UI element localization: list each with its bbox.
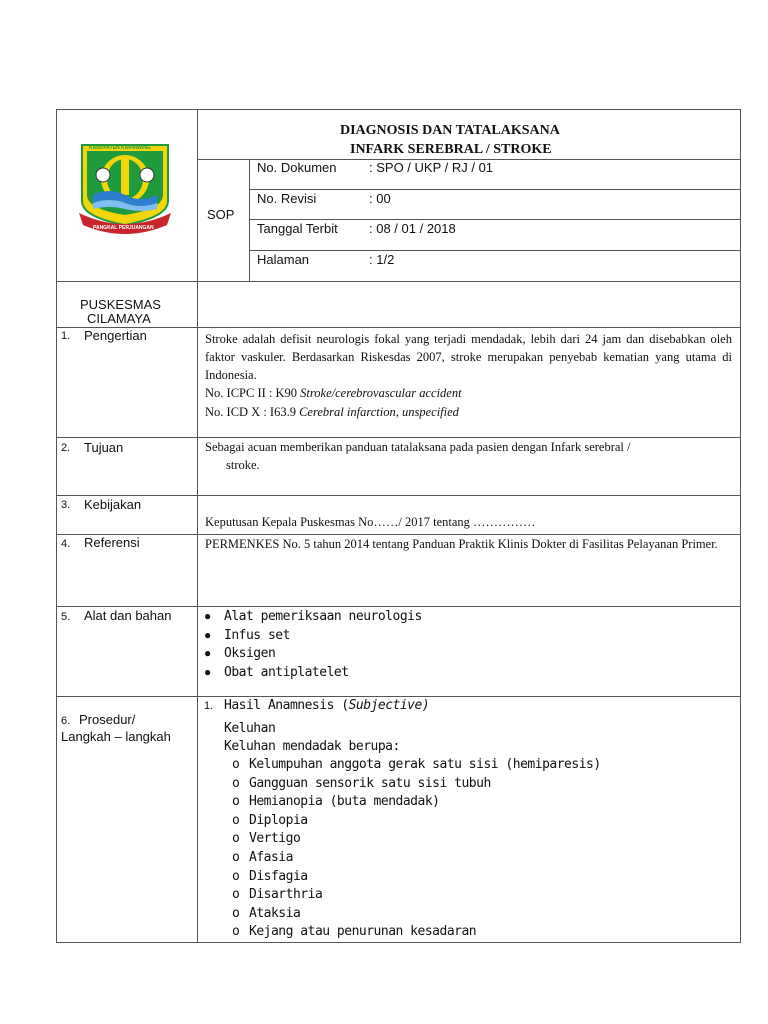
alat-bullet-icon: ●	[204, 646, 212, 660]
symptom-item: Hemianopia (buta mendadak)	[249, 794, 440, 810]
field-value-halaman: : 1/2	[369, 252, 395, 267]
step-title	[224, 698, 429, 713]
symptom-bullet-icon: o	[232, 794, 240, 810]
puskesmas-line1: PUSKESMAS	[80, 297, 161, 312]
logo-emblem-icon	[79, 143, 171, 237]
kebijakan-text: Keputusan Kepala Puskesmas No……/ 2017 tentang ……………	[205, 515, 536, 529]
symptom-item: Diplopia	[249, 812, 308, 828]
sop-divider	[249, 159, 250, 281]
section-label-pengertian: Pengertian	[84, 328, 147, 343]
kabupaten-logo	[79, 143, 171, 237]
referensi-text: PERMENKES No. 5 tahun 2014 tentang Panduan Praktik Klinis Dokter di Fasilitas Pelayanan Primer.	[205, 537, 718, 551]
section-number-1: 1.	[61, 330, 71, 342]
sop-label: SOP	[207, 207, 235, 222]
step-number-1: 1.	[204, 700, 214, 712]
section-label-prosedur-line1: Prosedur/	[79, 712, 136, 727]
section-number-5: 5.	[61, 611, 71, 623]
symptom-item: Afasia	[249, 850, 293, 865]
field-label-no-revisi: No. Revisi	[257, 191, 317, 206]
keluhan-heading: Keluhan	[224, 721, 276, 736]
field-divider-1	[249, 189, 741, 190]
table-border-right	[740, 109, 741, 943]
section-number-2: 2.	[61, 442, 71, 454]
column-divider	[197, 109, 198, 943]
row-divider-4	[56, 606, 741, 607]
section-number-6: 6.	[61, 715, 71, 727]
doc-title-line2: INFARK SEREBRAL / STROKE	[350, 142, 552, 157]
symptom-bullet-icon: o	[232, 887, 240, 903]
icd-prefix: No. ICD X : I63.9	[205, 405, 300, 419]
symptom-bullet-icon: o	[232, 868, 240, 884]
logo-banner-text: PANGKAL PERJUANGAN	[93, 225, 154, 231]
field-divider-3	[249, 250, 741, 251]
alat-bullet-icon: ●	[204, 665, 212, 679]
row-divider-header	[56, 281, 741, 282]
symptom-item: Disfagia	[249, 868, 308, 884]
table-border-bottom	[56, 942, 741, 943]
pengertian-paragraph	[205, 330, 732, 384]
doc-title-line1: DIAGNOSIS DAN TATALAKSANA	[340, 123, 560, 138]
section-label-kebijakan: Kebijakan	[84, 497, 142, 512]
symptom-bullet-icon: o	[232, 831, 240, 847]
table-border-top	[56, 109, 741, 110]
field-label-tanggal-terbit: Tanggal Terbit	[257, 221, 338, 236]
alat-item-2: Infus set	[224, 628, 290, 643]
alat-item-1: Alat pemeriksaan neurologis	[224, 609, 422, 624]
symptom-item: Gangguan sensorik satu sisi tubuh	[249, 775, 491, 791]
alat-bullet-icon: ●	[204, 628, 212, 642]
section-number-4: 4.	[61, 538, 71, 550]
alat-item-3: Oksigen	[224, 646, 276, 661]
symptom-item: Kejang atau penurunan kesadaran	[249, 924, 477, 940]
section-number-3: 3.	[61, 499, 71, 511]
row-divider-5	[56, 696, 741, 697]
symptom-item: Disarthria	[249, 887, 323, 903]
section-label-referensi: Referensi	[84, 535, 140, 550]
puskesmas-line2: CILAMAYA	[87, 311, 151, 326]
symptom-item: Kelumpuhan anggota gerak satu sisi (hemiparesis)	[249, 757, 601, 772]
field-value-no-dokumen: : SPO / UKP / RJ / 01	[369, 160, 494, 175]
step-title-italic: Subjective)	[348, 698, 430, 713]
section-label-prosedur-line2: Langkah – langkah	[61, 729, 171, 744]
field-label-no-dokumen: No. Dokumen	[257, 160, 337, 175]
symptom-bullet-icon: o	[232, 757, 240, 772]
tujuan-line2: stroke.	[226, 458, 260, 472]
symptom-bullet-icon: o	[232, 775, 240, 791]
icpc-code	[205, 386, 462, 401]
row-divider-puskesmas	[56, 327, 741, 328]
symptom-item: Ataksia	[249, 905, 301, 921]
field-divider-2	[249, 219, 741, 220]
alat-bullet-icon: ●	[204, 609, 212, 623]
section-label-tujuan: Tujuan	[84, 440, 124, 455]
symptom-bullet-icon: o	[232, 812, 240, 828]
tujuan-line1: Sebagai acuan memberikan panduan tatalaksana pada pasien dengan Infark serebral /	[205, 440, 631, 454]
step-title-text: Hasil Anamnesis (	[224, 698, 349, 713]
logo-top-text: KABUPATEN KARAWANG	[89, 145, 151, 151]
alat-item-4: Obat antiplatelet	[224, 665, 349, 680]
referensi-paragraph	[205, 535, 732, 553]
pengertian-text: Stroke adalah defisit neurologis fokal yang terjadi mendadak, lebih dari 24 jam dan disebabkan oleh faktor vaskuler. Berdasarkan Riskesdas 2007, stroke merupakan penyebab kematian yang utama di Indonesia.	[205, 332, 732, 382]
symptom-bullet-icon: o	[232, 924, 240, 940]
field-value-no-revisi: : 00	[369, 191, 391, 206]
symptom-item: Vertigo	[249, 831, 301, 847]
field-label-halaman: Halaman	[257, 252, 310, 267]
icpc-desc: Stroke/cerebrovascular accident	[300, 386, 462, 400]
icpc-prefix: No. ICPC II : K90	[205, 386, 301, 400]
keluhan-intro: Keluhan mendadak berupa:	[224, 739, 400, 754]
symptom-bullet-icon: o	[232, 905, 240, 921]
row-divider-1	[56, 437, 741, 438]
row-divider-2	[56, 495, 741, 496]
field-value-tanggal-terbit: : 08 / 01 / 2018	[369, 221, 456, 236]
icd-code	[205, 405, 459, 420]
symptom-bullet-icon: o	[232, 850, 240, 865]
table-border-left	[56, 109, 57, 943]
section-label-alat: Alat dan bahan	[84, 608, 172, 623]
icd-desc: Cerebral infarction, unspecified	[299, 405, 459, 419]
